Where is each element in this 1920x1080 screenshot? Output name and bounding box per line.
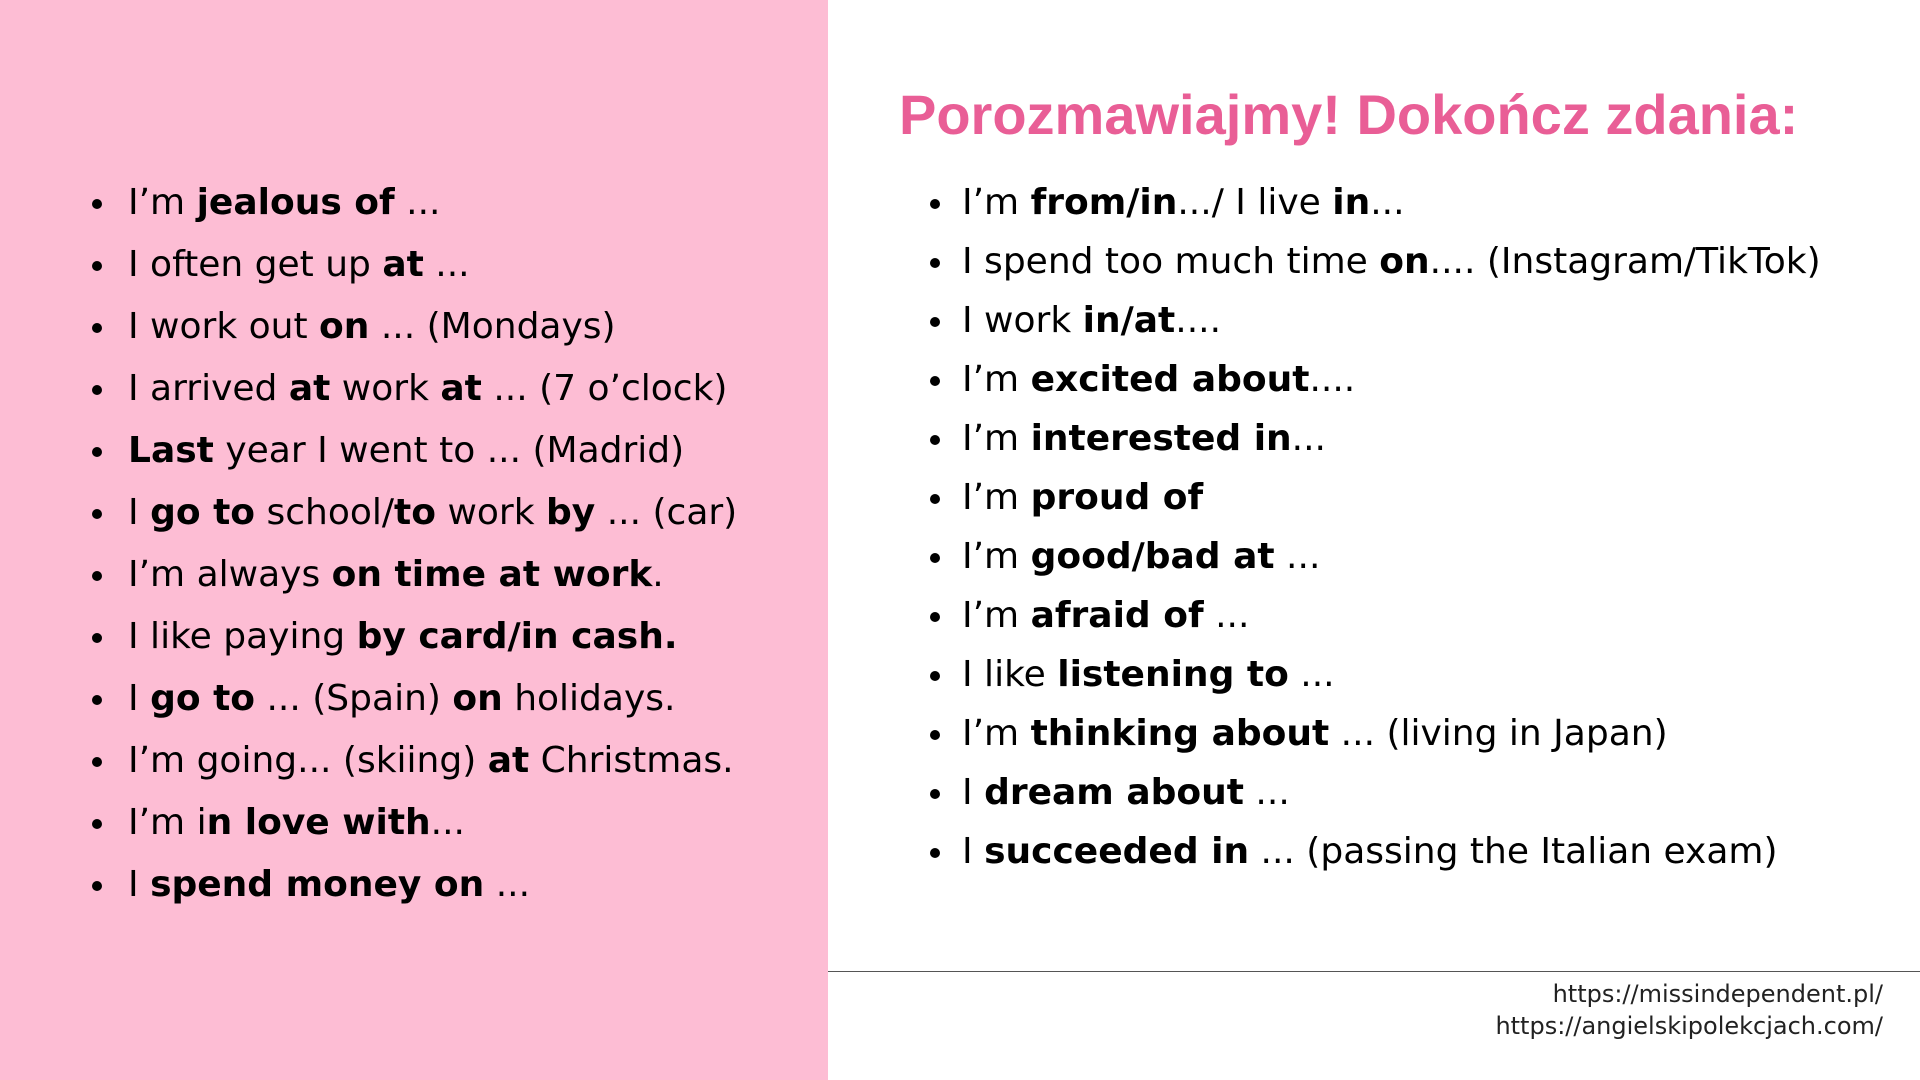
phrase-bold-text: afraid of: [1030, 595, 1204, 636]
phrase-bold-text: excited about: [1030, 359, 1310, 400]
phrase-bold-text: n love with: [206, 802, 431, 843]
phrase-bold-text: listening to: [1057, 654, 1289, 695]
phrase-text: I’m: [962, 182, 1031, 223]
phrase-text: ... (car): [595, 492, 738, 533]
phrase-text: ...: [484, 864, 531, 905]
phrase-bold-text: dream about: [984, 772, 1244, 813]
list-item: [926, 832, 1821, 891]
list-item: [92, 555, 737, 617]
phrase-text: holidays.: [502, 678, 676, 719]
phrase-text: I’m: [128, 182, 197, 223]
phrase-text: ... (7 o’clock): [481, 368, 728, 409]
list-item: [926, 242, 1821, 301]
phrase-bold-text: at: [487, 740, 530, 781]
phrase-text: ....: [1309, 359, 1356, 400]
phrase-bold-text: interested in: [1030, 418, 1292, 459]
list-item: [92, 679, 737, 741]
phrase-bold-text: at: [288, 368, 331, 409]
phrase-text: I: [128, 492, 151, 533]
list-item: [926, 478, 1821, 537]
phrase-text: I: [128, 864, 151, 905]
list-item: [92, 803, 737, 865]
phrase-text: .: [652, 554, 664, 595]
phrase-bold-text: go to: [150, 492, 256, 533]
footer-divider: [828, 971, 1920, 972]
phrase-bold-text: on: [319, 306, 370, 347]
phrase-bold-text: by: [546, 492, 596, 533]
phrase-text: ... (passing the Italian exam): [1249, 831, 1778, 872]
list-item: [926, 419, 1821, 478]
phrase-bold-text: on time at work: [331, 554, 653, 595]
phrase-text: ...: [423, 244, 470, 285]
phrase-text: ... (living in Japan): [1329, 713, 1668, 754]
list-item: [92, 617, 737, 679]
list-item: [92, 431, 737, 493]
phrase-text: I’m always: [128, 554, 332, 595]
phrase-bold-text: Last: [128, 430, 214, 471]
phrase-text: I work out: [128, 306, 320, 347]
phrase-text: I’m: [962, 713, 1031, 754]
phrase-bold-text: go to: [150, 678, 256, 719]
list-item: [926, 360, 1821, 419]
phrase-bold-text: proud of: [1030, 477, 1204, 518]
list-item: [926, 183, 1821, 242]
list-item: [926, 537, 1821, 596]
phrase-text: I like: [962, 654, 1058, 695]
phrase-text: I: [962, 831, 985, 872]
phrase-bold-text: at: [382, 244, 424, 285]
phrase-bold-text: from/in: [1030, 182, 1178, 223]
phrase-text: I spend too much time: [962, 241, 1380, 282]
phrase-text: I’m: [962, 595, 1031, 636]
phrase-bold-text: in: [1332, 182, 1371, 223]
list-item: [92, 741, 737, 803]
phrase-bold-text: jealous of: [196, 182, 395, 223]
list-item: [926, 301, 1821, 360]
footer: [1495, 978, 1883, 1042]
phrase-text: ...: [430, 802, 466, 843]
phrase-text: work: [330, 368, 441, 409]
phrase-text: I: [128, 678, 151, 719]
phrase-text: ...: [1291, 418, 1327, 459]
phrase-text: I like paying: [128, 616, 357, 657]
phrase-text: ... (Mondays): [369, 306, 616, 347]
list-item: [92, 245, 737, 307]
list-item: [926, 596, 1821, 655]
right-phrase-list: [926, 183, 1821, 891]
phrase-bold-text: thinking about: [1030, 713, 1330, 754]
phrase-text: I often get up: [128, 244, 383, 285]
phrase-bold-text: in/at: [1082, 300, 1176, 341]
phrase-text: ...: [1243, 772, 1290, 813]
phrase-text: year I went to ... (Madrid): [213, 430, 685, 471]
phrase-text: ....: [1175, 300, 1222, 341]
left-pink-panel: [0, 0, 828, 1080]
phrase-text: ...: [1274, 536, 1321, 577]
phrase-bold-text: at: [440, 368, 482, 409]
phrase-bold-text: on: [452, 678, 503, 719]
phrase-text: I’m: [962, 536, 1031, 577]
phrase-bold-text: by card/in cash.: [356, 616, 678, 657]
phrase-bold-text: good/bad at: [1030, 536, 1275, 577]
phrase-text: I’m: [962, 477, 1031, 518]
list-item: [92, 183, 737, 245]
phrase-text: .... (Instagram/TikTok): [1429, 241, 1821, 282]
page-title: Porozmawiajmy! Dokończ zdania:: [899, 83, 1799, 146]
phrase-text: .../ I live: [1177, 182, 1333, 223]
phrase-text: I’m i: [128, 802, 207, 843]
footer-link-angielskipolekcjach[interactable]: https://angielskipolekcjach.com/: [1495, 1012, 1883, 1040]
phrase-bold-text: succeeded in: [984, 831, 1250, 872]
phrase-text: ...: [394, 182, 441, 223]
phrase-text: I arrived: [128, 368, 289, 409]
phrase-text: I’m going... (skiing): [128, 740, 488, 781]
list-item: [926, 773, 1821, 832]
list-item: [92, 307, 737, 369]
list-item: [926, 655, 1821, 714]
phrase-bold-text: to: [394, 492, 436, 533]
left-phrase-list: [92, 183, 737, 927]
phrase-text: work: [436, 492, 547, 533]
footer-link-missindependent[interactable]: https://missindependent.pl/: [1552, 980, 1883, 1008]
list-item: [92, 369, 737, 431]
phrase-text: ... (Spain): [255, 678, 453, 719]
phrase-text: I’m: [962, 359, 1031, 400]
list-item: [92, 865, 737, 927]
phrase-text: I: [962, 772, 985, 813]
phrase-text: ...: [1370, 182, 1405, 223]
phrase-bold-text: on: [1379, 241, 1430, 282]
phrase-text: I’m: [962, 418, 1031, 459]
list-item: [926, 714, 1821, 773]
phrase-text: I work: [962, 300, 1083, 341]
list-item: [92, 493, 737, 555]
phrase-text: Christmas.: [529, 740, 734, 781]
phrase-bold-text: spend money on: [150, 864, 485, 905]
phrase-text: ...: [1203, 595, 1250, 636]
phrase-text: ...: [1288, 654, 1335, 695]
phrase-text: school/: [255, 492, 395, 533]
